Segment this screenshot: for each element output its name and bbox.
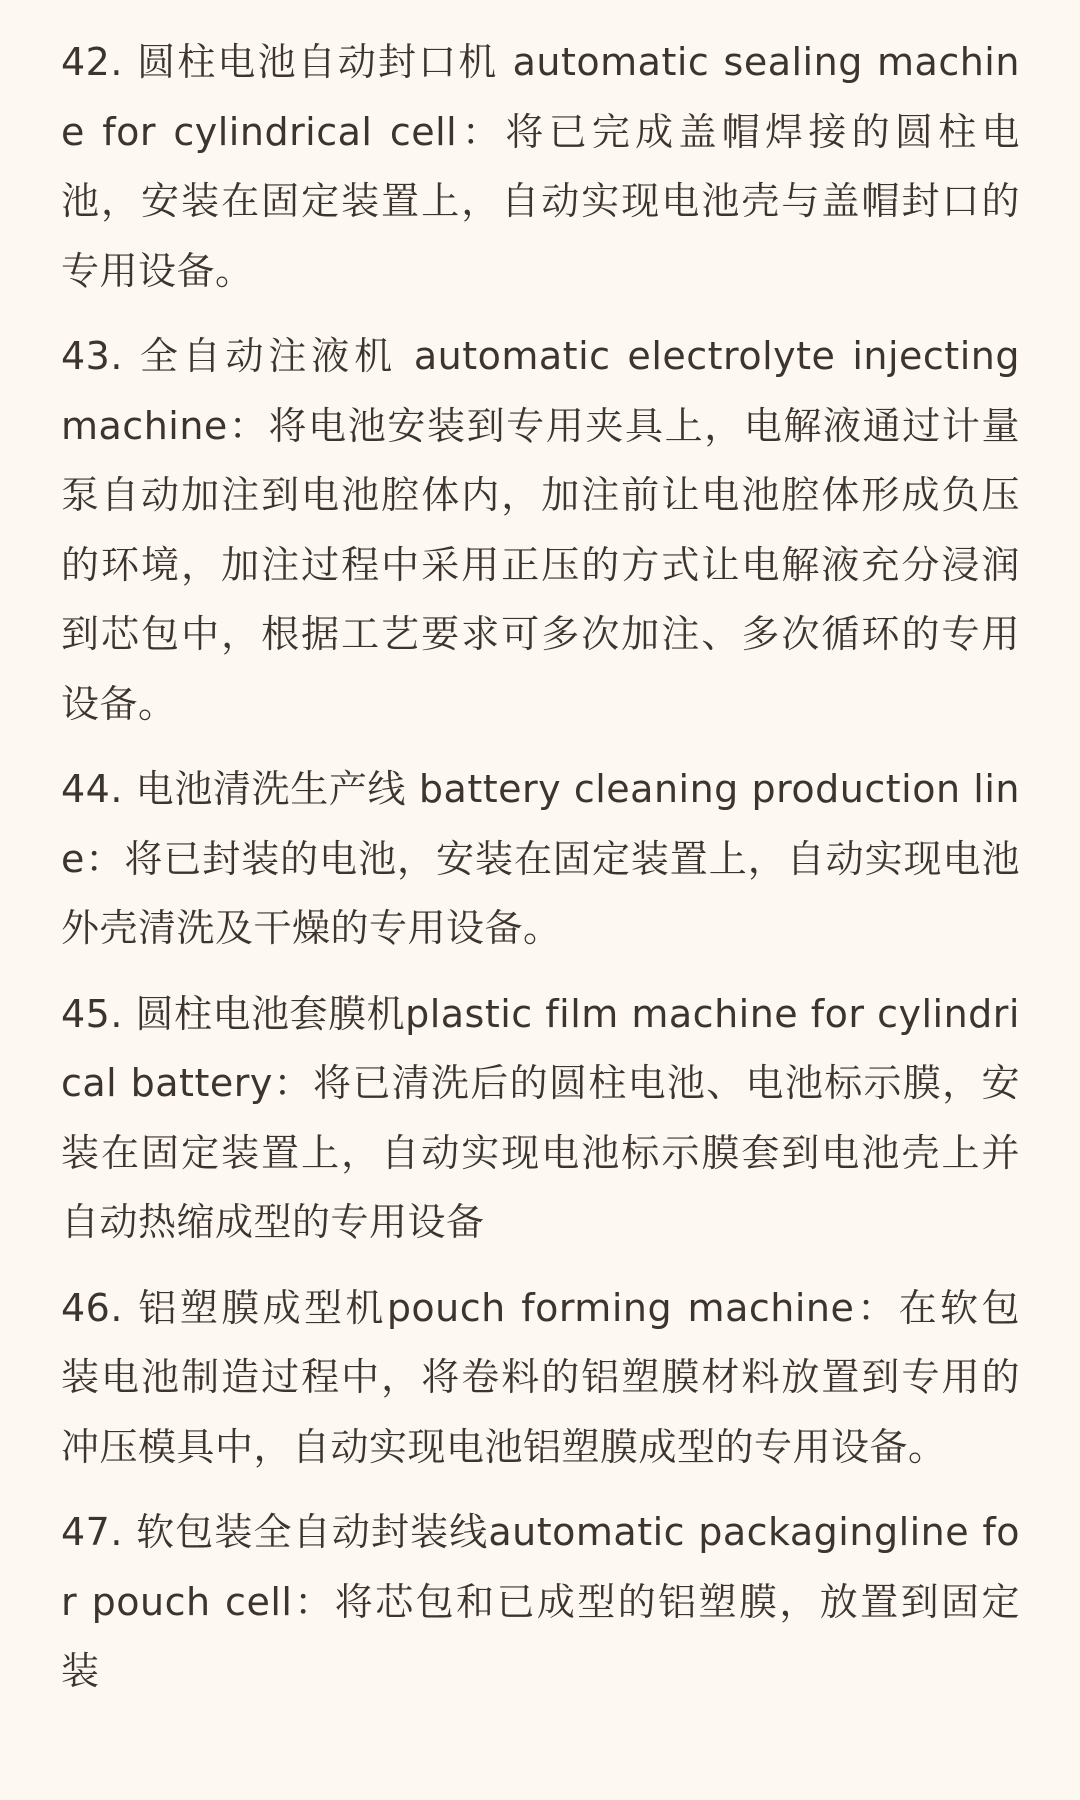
- glossary-entry-46: [61, 1274, 1020, 1483]
- glossary-entry-44: [61, 755, 1020, 964]
- entry-number: 45.: [61, 991, 123, 1036]
- entry-definition: 将芯包和已成型的铝塑膜，放置到固定装: [61, 1579, 1020, 1693]
- entry-chinese-term: 全自动注液机: [139, 334, 397, 378]
- entry-definition: 将已完成盖帽焊接的圆柱电池，安装在固定装置上，自动实现电池壳与盖帽封口的专用设备。: [61, 109, 1020, 293]
- glossary-entry-42: [61, 28, 1020, 306]
- entry-definition: 将已封装的电池，安装在固定装置上，自动实现电池外壳清洗及干燥的专用设备。: [61, 836, 1020, 950]
- entry-chinese-term: 圆柱电池自动封口机: [137, 40, 499, 84]
- entry-separator: ：: [457, 109, 506, 154]
- entry-chinese-term: 电池清洗生产线: [135, 767, 407, 811]
- entry-definition: 在软包装电池制造过程中，将卷料的铝塑膜材料放置到专用的冲压模具中，自动实现电池铝塑膜成型的专用设备。: [61, 1285, 1020, 1469]
- entry-separator: ：: [84, 836, 125, 881]
- entry-number: 42.: [61, 40, 123, 84]
- entry-number: 47.: [61, 1510, 123, 1554]
- entry-separator: ：: [272, 1061, 313, 1105]
- entry-english-term: plastic film machine for cylindrical battery: [61, 991, 1020, 1105]
- glossary-entry-47: [61, 1498, 1020, 1707]
- entry-chinese-term: 软包装全自动封装线: [136, 1510, 489, 1554]
- entry-number: 46.: [61, 1285, 123, 1330]
- entry-english-term: automatic electrolyte injecting machine: [61, 334, 1020, 448]
- entry-chinese-term: 圆柱电池套膜机: [135, 991, 406, 1036]
- entry-number: 44.: [61, 767, 123, 811]
- entry-chinese-term: 铝塑膜成型机: [138, 1285, 387, 1330]
- glossary-entry-43: [61, 322, 1020, 739]
- entry-definition: 将电池安装到专用夹具上，电解液通过计量泵自动加注到电池腔体内，加注前让电池腔体形成负压的环境，加注过程中采用正压的方式让电解液充分浸润到芯包中，根据工艺要求可多次加注、多次循环的专用设备。: [61, 403, 1020, 726]
- entry-english-term: pouch forming machine: [386, 1285, 855, 1330]
- entry-separator: ：: [227, 403, 269, 448]
- entry-separator: ：: [292, 1579, 335, 1624]
- entry-number: 43.: [61, 334, 123, 378]
- entry-english-term: automatic sealing machine for cylindrical cell: [61, 40, 1020, 154]
- glossary-entry-45: [61, 980, 1020, 1258]
- entry-english-term: automatic packagingline for pouch cell: [61, 1510, 1020, 1624]
- entry-english-term: battery cleaning production line: [61, 767, 1020, 881]
- entry-separator: ：: [854, 1285, 899, 1330]
- entry-definition: 将已清洗后的圆柱电池、电池标示膜，安装在固定装置上，自动实现电池标示膜套到电池壳上并自动热缩成型的专用设备: [61, 1061, 1020, 1244]
